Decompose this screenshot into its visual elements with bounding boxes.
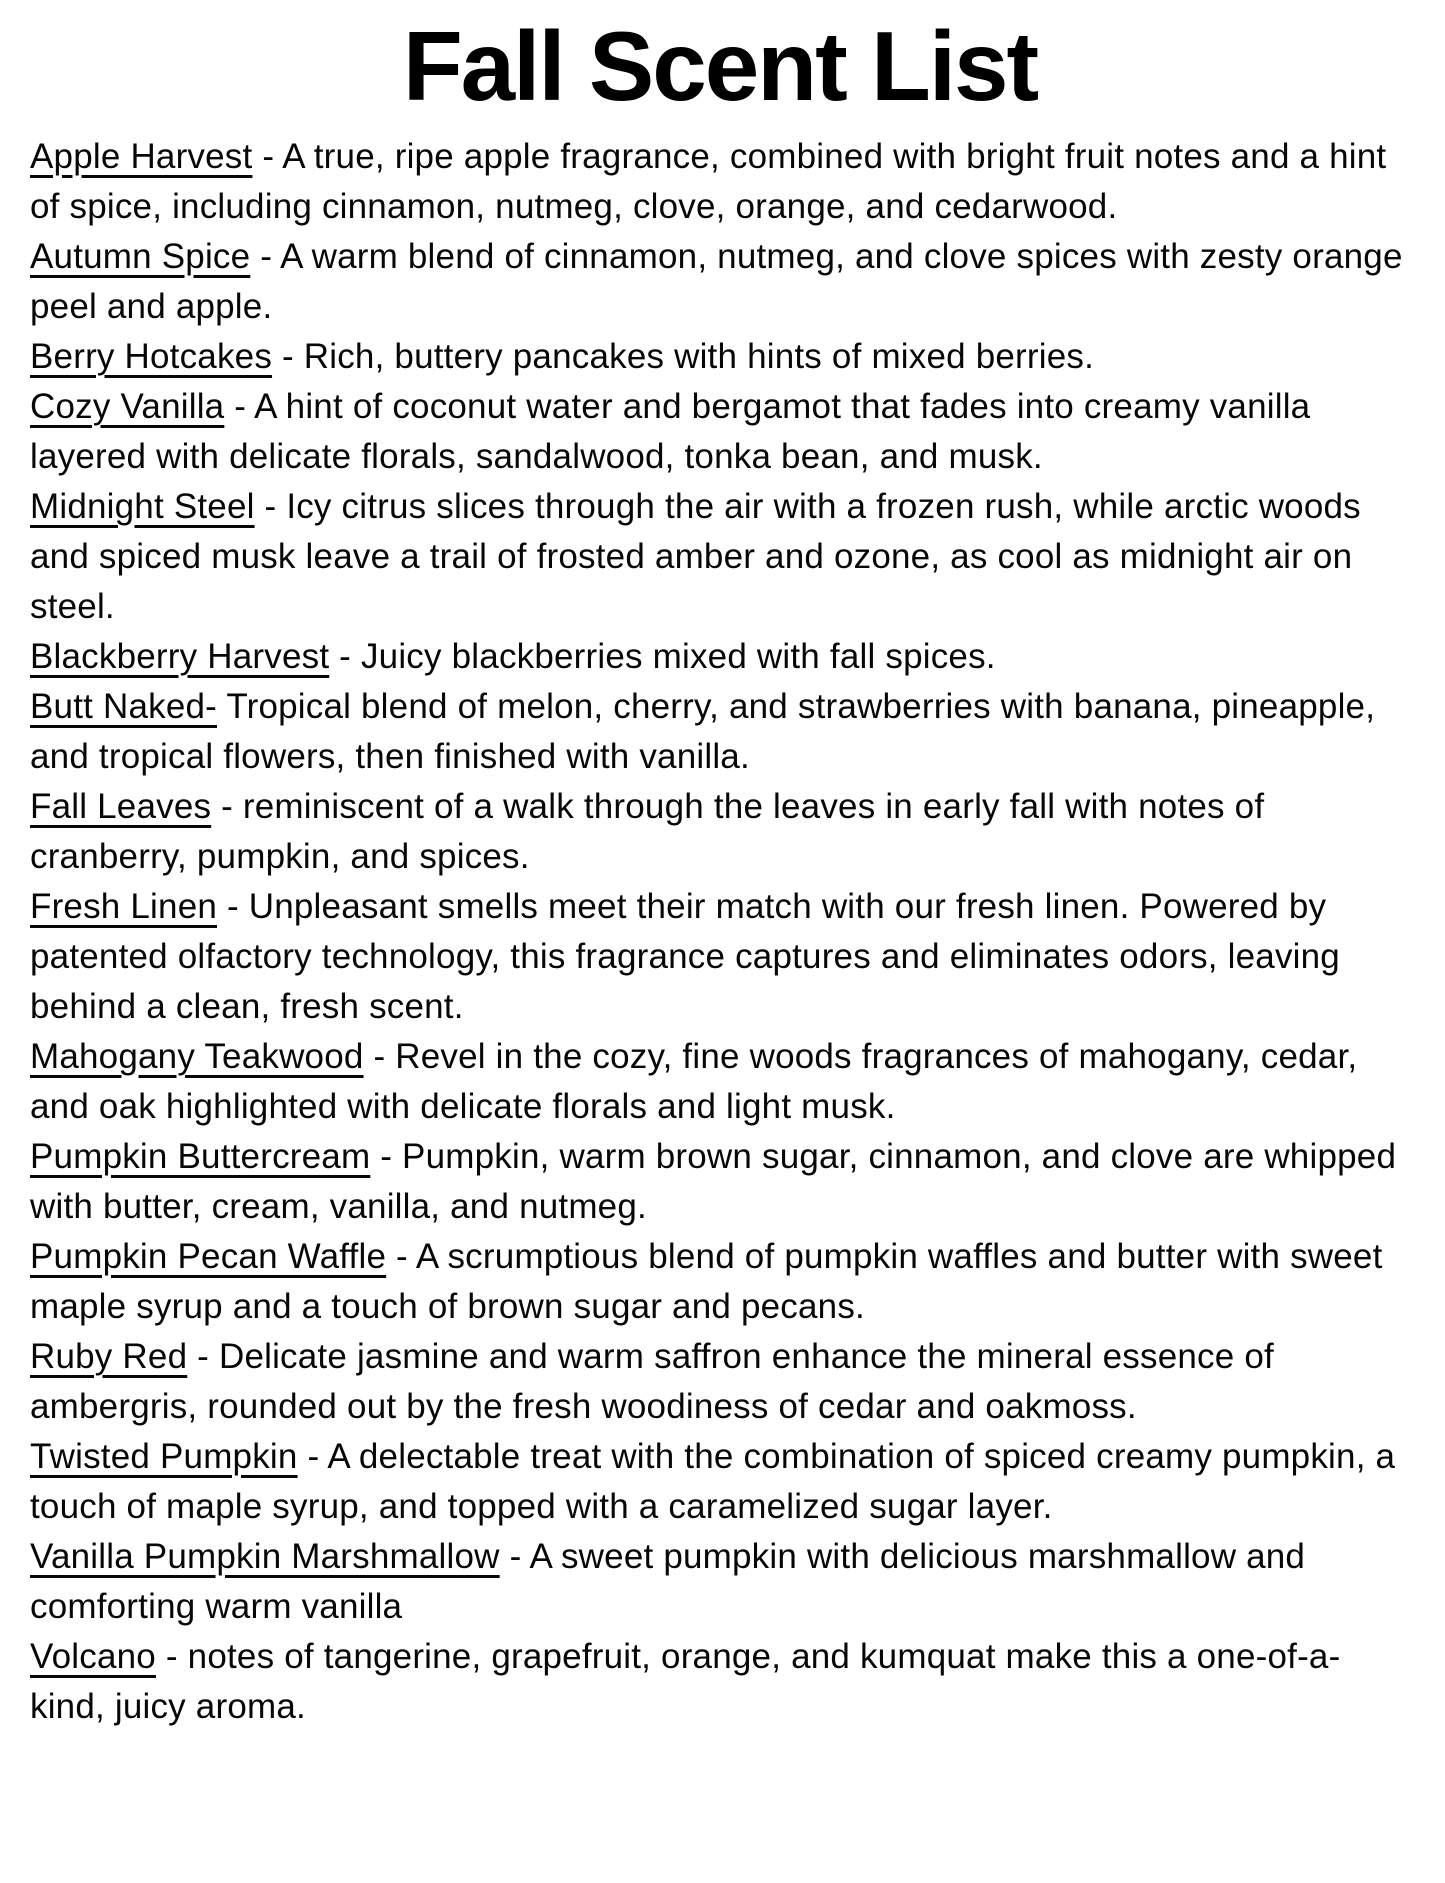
scent-entry-pumpkin-buttercream — [30, 1132, 1410, 1232]
scent-description: A true, ripe apple fragrance, combined with bright fruit notes and a hint of spice, including cinnamon, nutmeg, clove, orange, and cedarwood. — [30, 136, 1387, 226]
scent-description: A warm blend of cinnamon, nutmeg, and clove spices with zesty orange peel and apple. — [30, 236, 1403, 326]
scent-name: Blackberry Harvest — [30, 636, 330, 676]
scent-separator: - — [370, 1136, 403, 1176]
scent-separator: - — [272, 336, 304, 376]
scent-description: reminiscent of a walk through the leaves in early fall with notes of cranberry, pumpkin, and spices. — [30, 786, 1265, 876]
scent-separator: - — [155, 1636, 188, 1676]
scent-separator: - — [297, 1436, 328, 1476]
scent-description: Icy citrus slices through the air with a frozen rush, while arctic woods and spiced musk leave a trail of frosted amber and ozone, as cool as midnight air on steel. — [30, 486, 1361, 626]
scent-description: Rich, buttery pancakes with hints of mixed berries. — [303, 336, 1095, 376]
scent-name: Twisted Pumpkin — [30, 1436, 298, 1476]
scent-list — [30, 132, 1410, 1732]
scent-name: Mahogany Teakwood — [30, 1036, 364, 1076]
scent-entry-fresh-linen — [30, 882, 1410, 1032]
scent-entry-midnight-steel — [30, 482, 1410, 632]
scent-description: Pumpkin, warm brown sugar, cinnamon, and clove are whipped with butter, cream, vanilla, and nutmeg. — [30, 1136, 1397, 1226]
scent-entry-apple-harvest — [30, 132, 1410, 232]
scent-separator: - — [250, 236, 281, 276]
scent-description: Juicy blackberries mixed with fall spices. — [360, 636, 996, 676]
scent-name: Autumn Spice — [30, 236, 251, 276]
scent-name: Volcano — [30, 1636, 156, 1676]
scent-name: Cozy Vanilla — [30, 386, 225, 426]
document-page — [0, 12, 1445, 1883]
scent-entry-blackberry-harvest — [30, 632, 1410, 682]
scent-name: Vanilla Pumpkin Marshmallow — [30, 1536, 500, 1576]
scent-separator: - — [499, 1536, 530, 1576]
scent-name: Fall Leaves — [30, 786, 212, 826]
scent-description: notes of tangerine, grapefruit, orange, and kumquat make this a one-of-a-kind, juicy aroma. — [30, 1636, 1341, 1726]
scent-description: Delicate jasmine and warm saffron enhance the mineral essence of ambergris, rounded out by the fresh woodiness of cedar and oakmoss. — [30, 1336, 1274, 1426]
scent-entry-cozy-vanilla — [30, 382, 1410, 482]
scent-description: Revel in the cozy, fine woods fragrances of mahogany, cedar, and oak highlighted with delicate florals and light musk. — [30, 1036, 1358, 1126]
scent-entry-volcano — [30, 1632, 1410, 1732]
scent-name: Midnight Steel — [30, 486, 255, 526]
scent-entry-vanilla-pumpkin-marshmallow — [30, 1532, 1410, 1632]
scent-separator: - — [224, 386, 255, 426]
scent-entry-berry-hotcakes — [30, 332, 1410, 382]
scent-name: Butt Naked- — [30, 686, 218, 726]
scent-entry-ruby-red — [30, 1332, 1410, 1432]
scent-description: A sweet pumpkin with delicious marshmallow and comforting warm vanilla — [30, 1536, 1306, 1626]
scent-separator: - — [363, 1036, 396, 1076]
scent-description: A hint of coconut water and bergamot that fades into creamy vanilla layered with delicate florals, sandalwood, tonka bean, and musk. — [30, 386, 1311, 476]
page-title: Fall Scent List — [402, 11, 1038, 121]
scent-separator: - — [386, 1236, 416, 1276]
scent-name: Apple Harvest — [30, 136, 253, 176]
scent-separator — [217, 687, 226, 726]
scent-entry-autumn-spice — [30, 232, 1410, 332]
scent-name: Pumpkin Pecan Waffle — [30, 1236, 387, 1276]
scent-separator: - — [252, 136, 283, 176]
scent-entry-butt-naked — [30, 682, 1410, 782]
scent-description: Tropical blend of melon, cherry, and strawberries with banana, pineapple, and tropical flowers, then finished with vanilla. — [30, 686, 1376, 776]
scent-entry-mahogany-teakwood — [30, 1032, 1410, 1132]
scent-entry-pumpkin-pecan-waffle — [30, 1232, 1410, 1332]
scent-name: Berry Hotcakes — [30, 336, 273, 376]
scent-entry-twisted-pumpkin — [30, 1432, 1410, 1532]
scent-description: Unpleasant smells meet their match with our fresh linen. Powered by patented olfactory technology, this fragrance captures and eliminates odors, leaving behind a clean, fresh scent. — [30, 886, 1340, 1026]
scent-description: A delectable treat with the combination of spiced creamy pumpkin, a touch of maple syrup, and topped with a caramelized sugar layer. — [30, 1436, 1396, 1526]
scent-name: Pumpkin Buttercream — [30, 1136, 371, 1176]
scent-separator: - — [254, 486, 287, 526]
scent-name: Ruby Red — [30, 1336, 188, 1376]
scent-description: A scrumptious blend of pumpkin waffles and butter with sweet maple syrup and a touch of brown sugar and pecans. — [30, 1236, 1383, 1326]
scent-separator: - — [329, 636, 361, 676]
scent-entry-fall-leaves — [30, 782, 1410, 882]
scent-separator: - — [187, 1336, 219, 1376]
scent-separator: - — [211, 786, 243, 826]
scent-separator: - — [217, 886, 249, 926]
scent-name: Fresh Linen — [30, 886, 218, 926]
